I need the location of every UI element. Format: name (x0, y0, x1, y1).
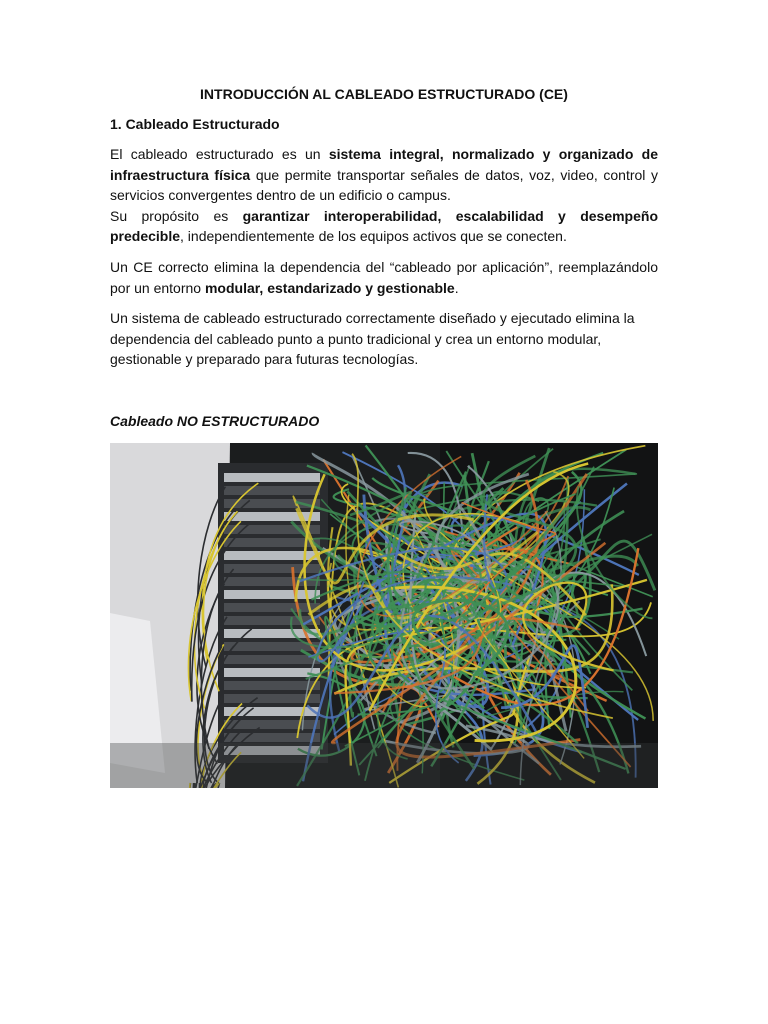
rack-unit (224, 473, 320, 482)
paragraph-2-text-1: Un CE correcto elimina la dependencia del “cableado por aplicación”, reemplazándolo por un entorno (110, 258, 658, 296)
rack-unit (224, 512, 320, 521)
paragraph-3: Un sistema de cableado estructurado correctamente diseñado y ejecutado elimina la dependencia del cableado punto a punto tradicional y crea un entorno modular, gestionable y preparado para futuras tecnologías. (110, 310, 635, 368)
rack-unit (224, 603, 320, 612)
floor-shadow (110, 743, 658, 788)
cable-photo-illustration (110, 443, 658, 788)
rack-unit (224, 668, 320, 677)
paragraph-2-text-2: . (454, 279, 459, 296)
paragraph-2 (110, 257, 658, 298)
paragraph-1-bold-1: sistema integral, normalizado y organizado de infraestructura física (110, 146, 659, 183)
paragraph-1-text-1: El cableado estructurado es un (110, 146, 329, 162)
paragraph-2-bold-1: modular, estandarizado y gestionable (204, 279, 455, 296)
unstructured-cabling-photo (110, 443, 658, 788)
paragraph-1-text-3: Su propósito es (110, 207, 243, 224)
paragraph-1 (110, 144, 658, 247)
document-body (110, 84, 658, 380)
section-heading: 1. Cableado Estructurado (110, 116, 280, 132)
page-title: INTRODUCCIÓN AL CABLEADO ESTRUCTURADO (CE) (200, 86, 568, 102)
rack-unit (224, 655, 320, 664)
paragraph-1-text-2: que permite transportar señales de datos, voz, video, control y servicios convergentes dentro de un edificio o campus. (110, 166, 659, 204)
photo-caption-heading: Cableado NO ESTRUCTURADO (110, 413, 320, 429)
paragraph-1-text-4: , independientemente de los equipos activos que se conecten. (180, 228, 567, 245)
rack-unit (224, 486, 320, 495)
rack-unit (224, 681, 320, 690)
paragraph-1-bold-2: garantizar interoperabilidad, escalabilidad y desempeño predecible (110, 207, 659, 245)
